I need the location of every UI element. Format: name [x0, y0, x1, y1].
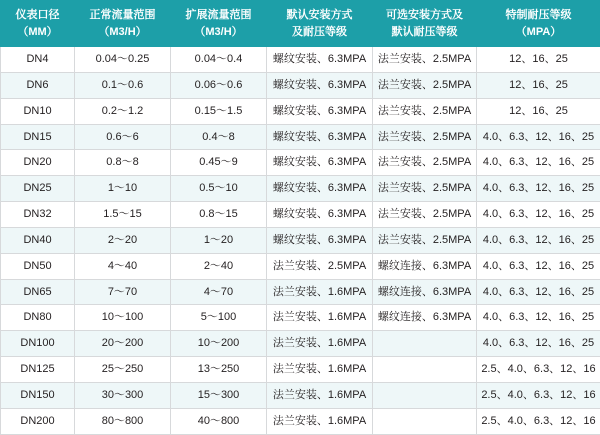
cell-normal-flow: 10～100	[75, 305, 171, 331]
cell-optional-installation: 螺纹连接、6.3MPA	[373, 279, 477, 305]
cell-special-pressure: 2.5、4.0、6.3、12、16	[477, 382, 600, 408]
cell-extended-flow: 0.06～0.6	[171, 72, 267, 98]
column-header-default-installation-line2: 及耐压等级	[269, 24, 370, 41]
table-row	[1, 382, 600, 408]
cell-extended-flow: 0.5～10	[171, 176, 267, 202]
cell-extended-flow: 15～300	[171, 382, 267, 408]
cell-extended-flow: 1～20	[171, 227, 267, 253]
table-row	[1, 98, 600, 124]
cell-diameter: DN32	[1, 202, 75, 228]
cell-optional-installation: 螺纹连接、6.3MPA	[373, 253, 477, 279]
cell-normal-flow: 2～20	[75, 227, 171, 253]
table-row	[1, 279, 600, 305]
cell-extended-flow: 0.45～9	[171, 150, 267, 176]
cell-special-pressure: 2.5、4.0、6.3、12、16	[477, 408, 600, 434]
cell-default-installation: 螺纹安装、6.3MPA	[267, 72, 373, 98]
cell-diameter: DN6	[1, 72, 75, 98]
column-header-diameter-line1: 仪表口径	[3, 7, 72, 24]
header-row	[1, 1, 600, 47]
cell-default-installation: 螺纹安装、6.3MPA	[267, 98, 373, 124]
cell-extended-flow: 0.4～8	[171, 124, 267, 150]
cell-default-installation: 螺纹安装、6.3MPA	[267, 227, 373, 253]
cell-diameter: DN10	[1, 98, 75, 124]
cell-diameter: DN100	[1, 331, 75, 357]
cell-normal-flow: 25～250	[75, 357, 171, 383]
cell-optional-installation: 法兰安装、2.5MPA	[373, 150, 477, 176]
cell-special-pressure: 4.0、6.3、12、16、25	[477, 331, 600, 357]
cell-diameter: DN80	[1, 305, 75, 331]
cell-default-installation: 法兰安装、1.6MPA	[267, 408, 373, 434]
cell-extended-flow: 0.04～0.4	[171, 47, 267, 73]
cell-special-pressure: 4.0、6.3、12、16、25	[477, 253, 600, 279]
cell-default-installation: 法兰安装、1.6MPA	[267, 279, 373, 305]
cell-diameter: DN15	[1, 124, 75, 150]
table-row	[1, 202, 600, 228]
cell-extended-flow: 4～70	[171, 279, 267, 305]
table-row	[1, 124, 600, 150]
cell-diameter: DN125	[1, 357, 75, 383]
cell-special-pressure: 12、16、25	[477, 72, 600, 98]
cell-special-pressure: 4.0、6.3、12、16、25	[477, 305, 600, 331]
cell-optional-installation: 法兰安装、2.5MPA	[373, 47, 477, 73]
cell-special-pressure: 4.0、6.3、12、16、25	[477, 279, 600, 305]
cell-default-installation: 法兰安装、1.6MPA	[267, 331, 373, 357]
column-header-extended-flow-line2: （M3/H）	[173, 24, 264, 41]
column-header-diameter	[1, 1, 75, 47]
table-row	[1, 150, 600, 176]
cell-default-installation: 法兰安装、2.5MPA	[267, 253, 373, 279]
column-header-diameter-line2: （MM）	[3, 24, 72, 41]
column-header-special-pressure-line1: 特制耐压等级	[479, 7, 598, 24]
table-row	[1, 408, 600, 434]
cell-optional-installation: 法兰安装、2.5MPA	[373, 72, 477, 98]
table-header	[1, 1, 600, 47]
cell-normal-flow: 80～800	[75, 408, 171, 434]
cell-special-pressure: 4.0、6.3、12、16、25	[477, 176, 600, 202]
column-header-special-pressure-line2: （MPA）	[479, 24, 598, 41]
cell-default-installation: 法兰安装、1.6MPA	[267, 305, 373, 331]
cell-diameter: DN4	[1, 47, 75, 73]
cell-special-pressure: 4.0、6.3、12、16、25	[477, 227, 600, 253]
cell-special-pressure: 12、16、25	[477, 98, 600, 124]
column-header-optional-installation-line2: 默认耐压等级	[375, 24, 474, 41]
cell-normal-flow: 0.04～0.25	[75, 47, 171, 73]
cell-diameter: DN50	[1, 253, 75, 279]
cell-default-installation: 螺纹安装、6.3MPA	[267, 176, 373, 202]
cell-diameter: DN65	[1, 279, 75, 305]
column-header-default-installation-line1: 默认安装方式	[269, 7, 370, 24]
cell-diameter: DN150	[1, 382, 75, 408]
cell-normal-flow: 1～10	[75, 176, 171, 202]
cell-default-installation: 螺纹安装、6.3MPA	[267, 124, 373, 150]
table-row	[1, 253, 600, 279]
cell-special-pressure: 4.0、6.3、12、16、25	[477, 202, 600, 228]
column-header-optional-installation-line1: 可选安装方式及	[375, 7, 474, 24]
column-header-normal-flow-line2: （M3/H）	[77, 24, 168, 41]
cell-default-installation: 螺纹安装、6.3MPA	[267, 150, 373, 176]
cell-normal-flow: 4～40	[75, 253, 171, 279]
cell-optional-installation	[373, 331, 477, 357]
cell-special-pressure: 4.0、6.3、12、16、25	[477, 150, 600, 176]
cell-special-pressure: 4.0、6.3、12、16、25	[477, 124, 600, 150]
cell-optional-installation: 螺纹连接、6.3MPA	[373, 305, 477, 331]
cell-optional-installation: 法兰安装、2.5MPA	[373, 124, 477, 150]
cell-default-installation: 螺纹安装、6.3MPA	[267, 202, 373, 228]
column-header-default-installation	[267, 1, 373, 47]
table-row	[1, 47, 600, 73]
cell-diameter: DN200	[1, 408, 75, 434]
column-header-normal-flow	[75, 1, 171, 47]
column-header-special-pressure	[477, 1, 600, 47]
table-body	[1, 47, 600, 435]
cell-normal-flow: 1.5～15	[75, 202, 171, 228]
cell-optional-installation: 法兰安装、2.5MPA	[373, 202, 477, 228]
table-row	[1, 305, 600, 331]
table-row	[1, 227, 600, 253]
cell-extended-flow: 0.15～1.5	[171, 98, 267, 124]
cell-optional-installation: 法兰安装、2.5MPA	[373, 98, 477, 124]
cell-extended-flow: 0.8～15	[171, 202, 267, 228]
table-row	[1, 72, 600, 98]
cell-normal-flow: 30～300	[75, 382, 171, 408]
cell-default-installation: 法兰安装、1.6MPA	[267, 382, 373, 408]
cell-optional-installation	[373, 382, 477, 408]
column-header-normal-flow-line1: 正常流量范围	[77, 7, 168, 24]
cell-extended-flow: 40～800	[171, 408, 267, 434]
column-header-extended-flow-line1: 扩展流量范围	[173, 7, 264, 24]
cell-optional-installation	[373, 357, 477, 383]
cell-normal-flow: 0.2～1.2	[75, 98, 171, 124]
cell-extended-flow: 10～200	[171, 331, 267, 357]
column-header-extended-flow	[171, 1, 267, 47]
cell-optional-installation	[373, 408, 477, 434]
cell-diameter: DN25	[1, 176, 75, 202]
cell-extended-flow: 5～100	[171, 305, 267, 331]
cell-normal-flow: 0.6～6	[75, 124, 171, 150]
cell-special-pressure: 12、16、25	[477, 47, 600, 73]
cell-normal-flow: 20～200	[75, 331, 171, 357]
cell-normal-flow: 0.8～8	[75, 150, 171, 176]
cell-default-installation: 法兰安装、1.6MPA	[267, 357, 373, 383]
cell-normal-flow: 0.1～0.6	[75, 72, 171, 98]
cell-optional-installation: 法兰安装、2.5MPA	[373, 227, 477, 253]
cell-extended-flow: 2～40	[171, 253, 267, 279]
column-header-optional-installation	[373, 1, 477, 47]
cell-diameter: DN20	[1, 150, 75, 176]
table-row	[1, 176, 600, 202]
cell-normal-flow: 7～70	[75, 279, 171, 305]
table-row	[1, 331, 600, 357]
cell-default-installation: 螺纹安装、6.3MPA	[267, 47, 373, 73]
cell-special-pressure: 2.5、4.0、6.3、12、16	[477, 357, 600, 383]
table-row	[1, 357, 600, 383]
cell-optional-installation: 法兰安装、2.5MPA	[373, 176, 477, 202]
cell-extended-flow: 13～250	[171, 357, 267, 383]
cell-diameter: DN40	[1, 227, 75, 253]
